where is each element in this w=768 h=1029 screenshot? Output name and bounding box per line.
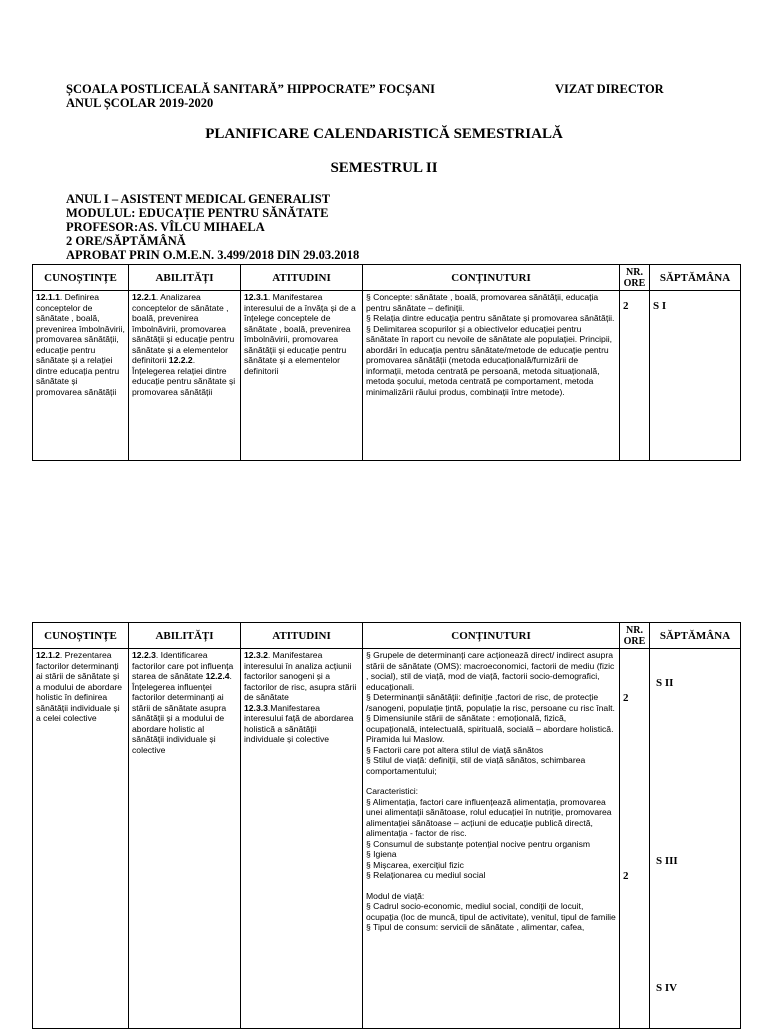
competence-code: 12.3.1: [244, 292, 268, 302]
content-item: § Dimensiunile stării de sănătate : emoțională, fizică, ocupațională, intelectuală, spirituală, socială – abordare holistică. Piramida lui Maslow.: [366, 713, 614, 744]
content-item: § Igiena: [366, 849, 397, 859]
meta-teacher: PROFESOR:AS. VÎLCU MIHAELA: [66, 220, 265, 234]
abilitati-cell: [129, 649, 241, 1029]
school-name: ȘCOALA POSTLICEALĂ SANITARĂ” HIPPOCRATE” FOCȘANI: [66, 82, 436, 96]
col-header-saptamana: SĂPTĂMÂNA: [650, 265, 741, 291]
col-header-cunostinte: CUNOȘTINȚE: [33, 265, 129, 291]
cunostinte-cell: [33, 649, 129, 1029]
abilitati-cell: [129, 291, 241, 461]
col-header-cunostinte: CUNOȘTINȚE: [33, 623, 129, 649]
content-item: § Alimentația, factori care influențează alimentația, promovarea unei alimentații sănătoase, rolul educației în nutriție, promovarea alimentației sănătoase – acțiuni de educație publică directă, alimentația - factor de risc.: [366, 796, 612, 838]
nr-ore-cell: [620, 649, 650, 1029]
content-item: § Concepte: sănătate , boală, promovarea sănătății, educația pentru sănătate – definiții.: [366, 292, 599, 313]
competence-text: . Înțelegerea influenței factorilor determinanți ai stării de sănătate asupra sănătății și a modului de abordare holistic al sănătății individuale și colective: [132, 671, 232, 755]
content-item: § Consumul de substanțe potențial nocive pentru organism: [366, 838, 591, 849]
content-item: § Cadrul socio-economic, mediul social, condiții de locuit, ocupația (loc de muncă, tipul de activitate), venitul, tipul de familie: [366, 901, 616, 922]
cunostinte-cell: [33, 291, 129, 461]
meta-year: ANUL I – ASISTENT MEDICAL GENERALIST: [66, 192, 331, 206]
director-approval: VIZAT DIRECTOR: [555, 82, 664, 96]
continuturi-cell: [363, 649, 620, 1029]
competence-code: 12.2.4: [205, 671, 230, 681]
content-item: § Relația dintre educația pentru sănătate și promovarea sănătății.: [366, 313, 615, 323]
col-header-nr-ore: NR. ORE: [620, 623, 650, 649]
col-header-continuturi: CONȚINUTURI: [363, 265, 620, 291]
week-label-2: S II: [656, 677, 674, 689]
col-header-abilitati: ABILITĂȚI: [129, 265, 241, 291]
week-label-4: S IV: [656, 982, 678, 994]
nr-ore-week-2: 2: [623, 692, 629, 704]
competence-code: 12.1.2: [36, 650, 60, 660]
competence-text: . Prezentarea factorilor determinanți ai stării de sănătate și a modului de abordare holistic în definirea sănătății individuale și a celei colective: [36, 650, 122, 723]
competence-code: 12.1.1: [36, 292, 60, 302]
competence-text: . Analizarea conceptelor de sănătate , boală, prevenirea îmbolnăvirii, promovarea sănătății și educație pentru sănătate și a elementelor definitorii: [132, 292, 235, 365]
content-subtitle: Modul de viață:: [366, 890, 425, 901]
col-header-nr-ore: NR. ORE: [620, 265, 650, 291]
competence-text: . Înțelegerea relației dintre educație pentru sănătate și promovarea sănătății: [132, 355, 236, 397]
col-header-continuturi: CONȚINUTURI: [363, 623, 620, 649]
competence-code: 12.2.1: [132, 292, 156, 302]
content-subtitle: Caracteristici:: [366, 786, 419, 796]
atitudini-cell: [241, 291, 363, 461]
meta-module: MODULUL: EDUCAȚIE PENTRU SĂNĂTATE: [66, 206, 329, 220]
content-item: § Factorii care pot altera stilul de viață sănătos: [366, 744, 544, 755]
continuturi-cell: [363, 291, 620, 461]
content-item: § Delimitarea scopurilor și a obiectivelor educației pentru sănătate în raport cu nevoile de sănătate ale populației. Principii, abordări în educația pentru sănătate/metode de educație pentru promovarea sănătății (metoda educațională/furnizării de informații, metoda centrată pe persoană, metoda situațională, metoda șocului, metoda centrată pe comportament, metoda minimalizării răului produs, combinații între metode).: [366, 323, 613, 397]
planning-table-1: [32, 264, 741, 461]
competence-code: 12.3.2: [244, 650, 268, 660]
competence-code: 12.2.2: [168, 355, 193, 365]
content-item: § Mișcarea, exercițiul fizic: [366, 859, 464, 870]
meta-approval: APROBAT PRIN O.M.E.N. 3.499/2018 DIN 29.03.2018: [66, 248, 360, 262]
week-cell: S I: [650, 291, 741, 461]
nr-ore-week-3: 2: [623, 870, 629, 882]
content-item: § Grupele de determinanți care acționează direct/ indirect asupra stării de sănătate (OMS): macroeconomici, factorii de mediu (fizic , social), stil de viață, mod de viață, factorii socio-demografici, educaționali.: [366, 650, 615, 692]
content-item: § Relaționarea cu mediul social: [366, 870, 486, 880]
week-cell: [650, 649, 741, 1029]
nr-ore-cell: 2: [620, 291, 650, 461]
competence-text: . Manifestarea interesului de a învăța și de a înțelege conceptele de sănătate , boală, prevenirea îmbolnăvirii, promovarea sănătății și educație pentru sănătate și a elementelor definitorii: [244, 292, 356, 376]
meta-hours: 2 ORE/SĂPTĂMÂNĂ: [66, 234, 186, 248]
competence-code: 12.3.3: [244, 702, 268, 713]
col-header-abilitati: ABILITĂȚI: [129, 623, 241, 649]
competence-code: 12.2.3: [132, 650, 156, 660]
semester-title: SEMESTRUL II: [330, 160, 438, 176]
school-year: ANUL ȘCOLAR 2019-2020: [66, 96, 214, 110]
content-item: § Stilul de viață: definiții, stil de viață sănătos, schimbarea comportamentului;: [366, 755, 586, 776]
competence-text: . Identificarea factorilor care pot influența starea de sănătate: [132, 650, 234, 681]
week-label-3: S III: [656, 855, 678, 867]
col-header-saptamana: SĂPTĂMÂNA: [650, 623, 741, 649]
competence-text: .Manifestarea interesului față de abordarea holistică a sănătății individuale și colective: [244, 702, 354, 744]
col-header-atitudini: ATITUDINI: [241, 623, 363, 649]
competence-text: . Definirea conceptelor de sănătate , boală, prevenirea îmbolnăvirii, promovarea sănătății, educație pentru sănătate și a relației dintre educația pentru sănătate și promovarea sănătății: [36, 292, 125, 397]
col-header-atitudini: ATITUDINI: [241, 265, 363, 291]
planning-table-2: [32, 622, 741, 1029]
atitudini-cell: [241, 649, 363, 1029]
content-item: § Tipul de consum: servicii de sănătate , alimentar, cafea,: [366, 922, 585, 932]
page-title: PLANIFICARE CALENDARISTICĂ SEMESTRIALĂ: [205, 126, 563, 142]
content-item: § Determinanții sănătății: definiție ,factori de risc, de protecție /sanogeni, populație țintă, populație la risc, persoane cu risc înalt.: [366, 692, 615, 713]
competence-text: . Manifestarea interesului în analiza acțiunii factorilor sanogeni și a factorilor de risc, asupra stării de sănătate: [244, 650, 357, 702]
